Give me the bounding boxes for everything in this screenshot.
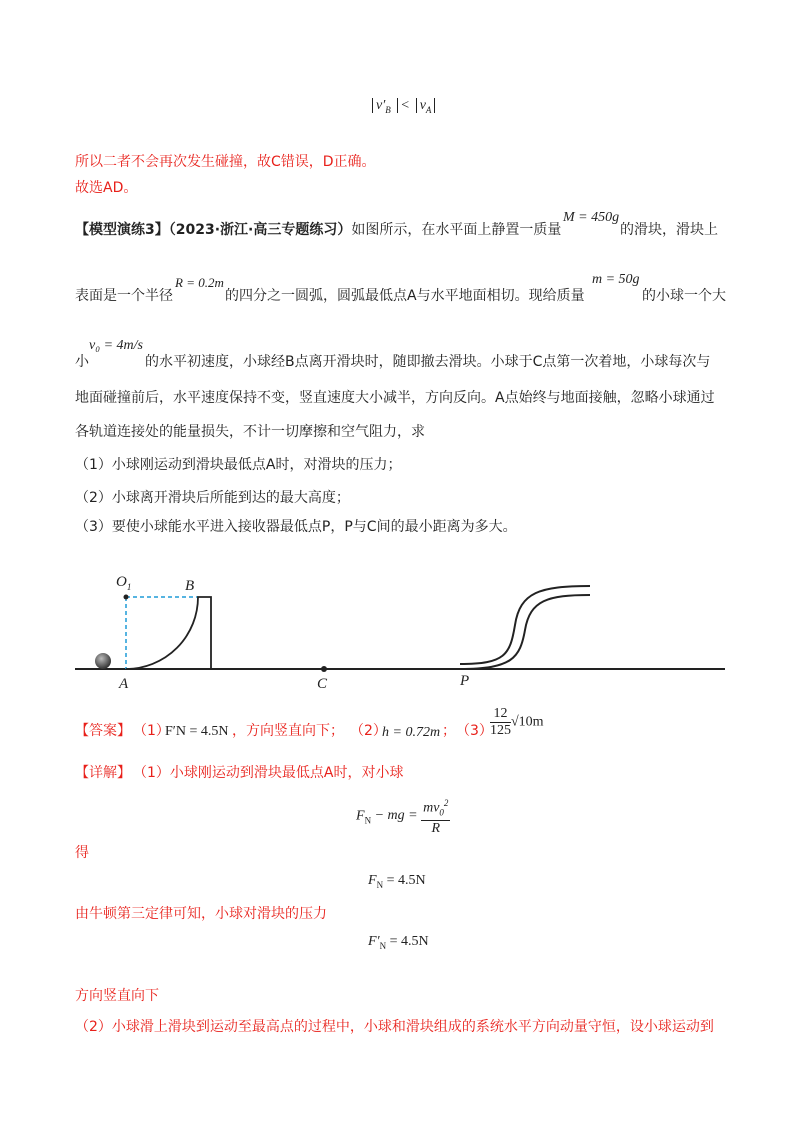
- problem-text-4: 的四分之一圆弧，圆弧最低点A与水平地面相切。现给质量: [225, 288, 585, 304]
- label-o1-sub: 1: [126, 582, 132, 592]
- newton-third-law-text: 由牛顿第三定律可知，小球对滑块的压力: [75, 906, 327, 922]
- receiver-track-inner: [460, 595, 590, 669]
- problem-tag: 【模型演练3】: [75, 222, 169, 238]
- label-o1: [116, 574, 131, 592]
- de-text: 得: [75, 845, 89, 861]
- question-2: （2）小球离开滑块后所能到达的最大高度；: [75, 490, 350, 506]
- question-1: （1）小球刚运动到滑块最低点A时，对滑块的压力；: [75, 457, 402, 473]
- reaction-force-equation: [368, 934, 429, 951]
- problem-line-4: 地面碰撞前后，水平速度保持不变，竖直速度大小减半，方向反向。A点始终与地面接触，忽略小球通过: [75, 390, 715, 406]
- label-b: B: [185, 578, 195, 594]
- label-p: P: [460, 673, 470, 689]
- eq2-rhs: = 4.5N: [383, 873, 426, 888]
- problem-text-5: 的小球一个大: [642, 288, 726, 304]
- eq2-force: F: [368, 873, 377, 888]
- answer-2-sep: ；: [442, 723, 456, 739]
- answer-part-2: （2）: [350, 723, 387, 739]
- eq1-num-text: mv: [423, 800, 440, 816]
- problem-text-6: 小: [75, 354, 89, 370]
- velocity-inequality: [372, 98, 435, 115]
- vb-sub: B: [385, 104, 391, 115]
- eq1-numerator: [421, 795, 450, 821]
- slider-block: [126, 597, 211, 669]
- answer-part-3: （3）: [456, 723, 493, 739]
- va-symbol: v: [419, 98, 426, 113]
- normal-force-equation: [368, 873, 426, 890]
- eq3-rhs: = 4.5N: [386, 934, 429, 949]
- explanation-tag: 【详解】: [75, 765, 131, 781]
- problem-text-1: 如图所示，在水平面上静置一质量: [351, 222, 562, 238]
- va-sub: A: [425, 104, 432, 115]
- label-a: A: [119, 676, 129, 692]
- problem-text-7: 的水平初速度，小球经B点离开滑块时，随即撤去滑块。小球于C点第一次着地，小球每次与: [145, 354, 711, 370]
- problem-source: （2023·浙江·高三专题练习）: [168, 222, 352, 238]
- ball: [95, 653, 111, 669]
- mass-m-equation: m = 50g: [592, 272, 640, 287]
- label-o1-letter: O: [116, 574, 127, 590]
- prev-conclusion: 所以二者不会再次发生碰撞，故C错误，D正确。: [75, 154, 376, 170]
- newton-second-law-equation: [356, 795, 450, 837]
- eq1-fraction: [421, 795, 450, 837]
- problem-text-2: 的滑块，滑块上: [620, 222, 718, 238]
- explanation-intro: （1）小球刚运动到滑块最低点A时，对小球: [133, 765, 404, 781]
- problem-line-1: [75, 220, 561, 240]
- receiver-track-outer: [460, 586, 590, 664]
- eq1-num-sup: 2: [443, 798, 449, 808]
- answer-3-tail: √10m: [511, 714, 544, 730]
- vb-symbol: v′: [376, 98, 386, 113]
- answer-2-equation: h = 0.72m: [382, 725, 441, 740]
- answer-1-note: ，方向竖直向下；: [232, 723, 344, 739]
- direction-text: 方向竖直向下: [75, 988, 159, 1004]
- answer-tag: 【答案】: [75, 723, 131, 739]
- answer-1-equation: F′N = 4.5N: [165, 724, 229, 739]
- radius-equation: R = 0.2m: [175, 275, 224, 290]
- less-than: <: [401, 98, 410, 113]
- answer-part-1: （1）: [133, 723, 170, 739]
- mass-M-equation: M = 450g: [563, 210, 620, 225]
- eq3-sub: N: [379, 940, 387, 951]
- eq1-denominator: R: [431, 821, 441, 837]
- velocity-equation: v₀ = 4m/s: [89, 338, 143, 353]
- point-c: [321, 666, 327, 672]
- problem-text-3: 表面是一个半径: [75, 288, 173, 304]
- eq3-force: F′: [368, 934, 380, 949]
- part-2-text: （2）小球滑上滑块到运动至最高点的过程中，小球和滑块组成的系统水平方向动量守恒，设小球运动到: [75, 1019, 714, 1035]
- problem-line-5: 各轨道连接处的能量损失，不计一切摩擦和空气阻力，求: [75, 424, 425, 440]
- eq1-num-sub: 0: [439, 807, 444, 818]
- abs-vb: [372, 98, 398, 113]
- label-c: C: [317, 676, 328, 692]
- question-3: （3）要使小球能水平进入接收器最低点P，P与C间的最小距离为多大。: [75, 519, 517, 535]
- eq2-sub: N: [376, 879, 384, 890]
- prev-choice: 故选AD。: [75, 180, 138, 196]
- center-point-o1: [124, 595, 129, 600]
- eq1-force-sub: N: [364, 815, 372, 826]
- answer-3-expression: [490, 706, 544, 739]
- answer-3-denominator: 125: [490, 723, 511, 738]
- answer-3-numerator: 12: [490, 706, 511, 723]
- eq1-middle: − mg =: [371, 808, 422, 824]
- answer-3-fraction: [490, 706, 511, 739]
- abs-va: [416, 98, 436, 113]
- eq1-force: F: [356, 808, 365, 824]
